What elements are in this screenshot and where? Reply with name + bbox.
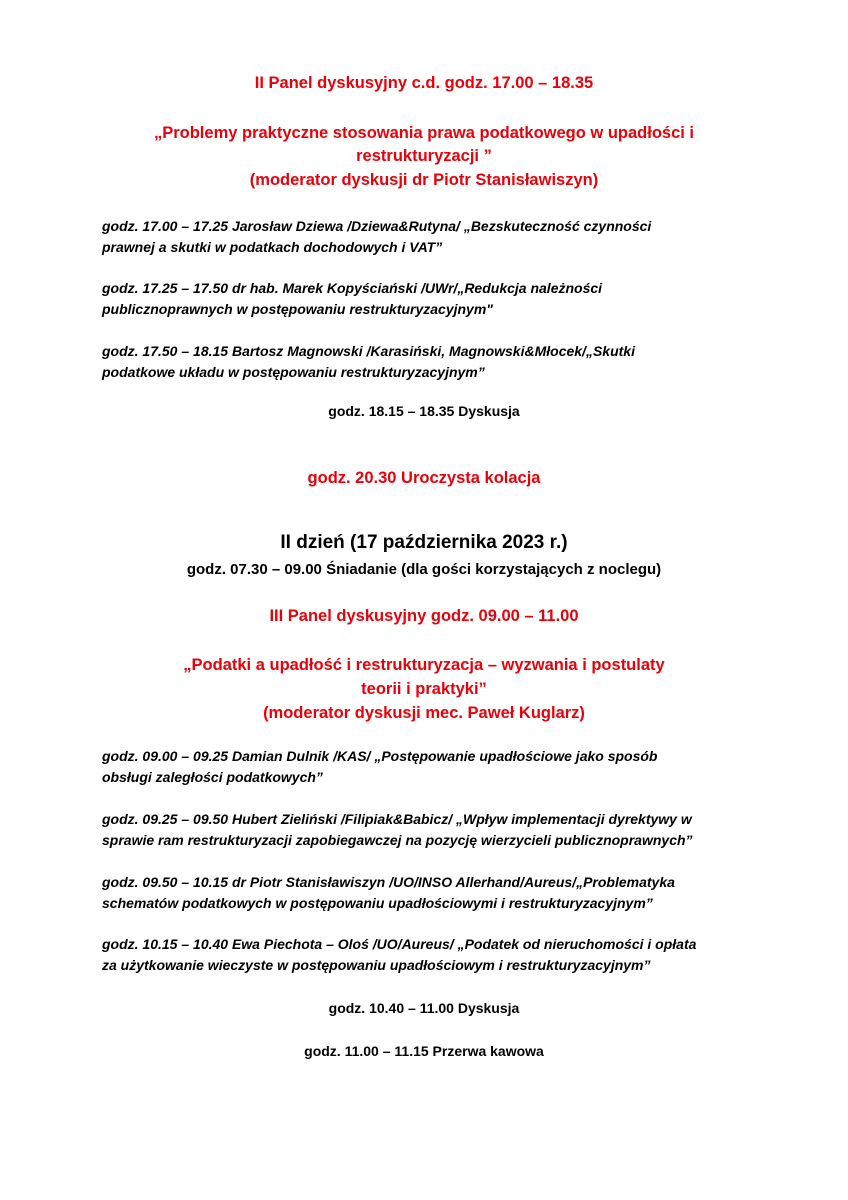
talk-line1: godz. 17.25 – 17.50 dr hab. Marek Kopyściański /UWr/„Redukcja należności xyxy=(102,280,603,296)
talk-line1: godz. 17.00 – 17.25 Jarosław Dziewa /Dziewa&Rutyna/ „Bezskuteczność czynności xyxy=(102,218,652,234)
panel3-discussion: godz. 10.40 – 11.00 Dyskusja xyxy=(328,1000,520,1016)
panel3-talk-1 xyxy=(102,746,746,788)
talk-line1: godz. 09.00 – 09.25 Damian Dulnik /KAS/ „Postępowanie upadłościowe jako sposób xyxy=(102,748,658,764)
panel2-title-line1: „Problemy praktyczne stosowania prawa podatkowego w upadłości i xyxy=(153,124,695,142)
talk-line2: obsługi zaległości podatkowych” xyxy=(102,769,323,785)
talk-line2: za użytkowanie wieczyste w postępowaniu upadłościowym i restrukturyzacyjnym” xyxy=(102,957,651,973)
talk-line1: godz. 09.25 – 09.50 Hubert Zieliński /Filipiak&Babicz/ „Wpływ implementacji dyrektywy w xyxy=(102,811,692,827)
talk-line2: prawnej a skutki w podatkach dochodowych i VAT” xyxy=(102,239,443,255)
panel3-talk-4 xyxy=(102,934,746,976)
panel2-talk-2 xyxy=(102,278,746,320)
day2-heading-text: II dzień (17 października 2023 r.) xyxy=(280,532,568,553)
panel3-title-line2: teorii i praktyki” xyxy=(361,680,487,698)
day2-heading xyxy=(0,532,848,554)
talk-line2: podatkowe układu w postępowaniu restrukturyzacyjnym” xyxy=(102,364,485,380)
talk-line1: godz. 10.15 – 10.40 Ewa Piechota – Oloś /UO/Aureus/ „Podatek od nieruchomości i opłata xyxy=(102,936,697,952)
panel2-title-line2: restrukturyzacji ” xyxy=(356,147,492,165)
panel2-talk-1 xyxy=(102,216,746,258)
coffee-break: godz. 11.00 – 11.15 Przerwa kawowa xyxy=(304,1043,544,1059)
panel3-title-line1: „Podatki a upadłość i restrukturyzacja – wyzwania i postulaty xyxy=(183,656,665,674)
panel2-talk-3 xyxy=(102,341,746,383)
panel2-moderator: (moderator dyskusji dr Piotr Stanisławiszyn) xyxy=(249,171,599,189)
talk-line2: schematów podatkowych w postępowaniu upadłościowymi i restrukturyzacyjnym” xyxy=(102,895,653,911)
panel2-discussion: godz. 18.15 – 18.35 Dyskusja xyxy=(328,403,520,419)
talk-line2: sprawie ram restrukturyzacji zapobiegawczej na pozycję wierzycieli publicznoprawnych” xyxy=(102,832,693,848)
dinner: godz. 20.30 Uroczysta kolacja xyxy=(307,469,541,487)
panel3-heading: III Panel dyskusyjny godz. 09.00 – 11.00 xyxy=(269,607,579,625)
talk-line2: publicznoprawnych w postępowaniu restrukturyzacyjnym" xyxy=(102,301,493,317)
panel2-heading: II Panel dyskusyjny c.d. godz. 17.00 – 18.35 xyxy=(254,74,594,92)
talk-line1: godz. 17.50 – 18.15 Bartosz Magnowski /Karasiński, Magnowski&Młocek/„Skutki xyxy=(102,343,635,359)
day2-breakfast: godz. 07.30 – 09.00 Śniadanie (dla gości korzystających z noclegu) xyxy=(186,561,662,578)
panel3-talk-3 xyxy=(102,872,746,914)
panel3-moderator: (moderator dyskusji mec. Paweł Kuglarz) xyxy=(263,704,585,722)
talk-line1: godz. 09.50 – 10.15 dr Piotr Stanisławiszyn /UO/INSO Allerhand/Aureus/„Problematyka xyxy=(102,874,675,890)
panel3-talk-2 xyxy=(102,809,746,851)
